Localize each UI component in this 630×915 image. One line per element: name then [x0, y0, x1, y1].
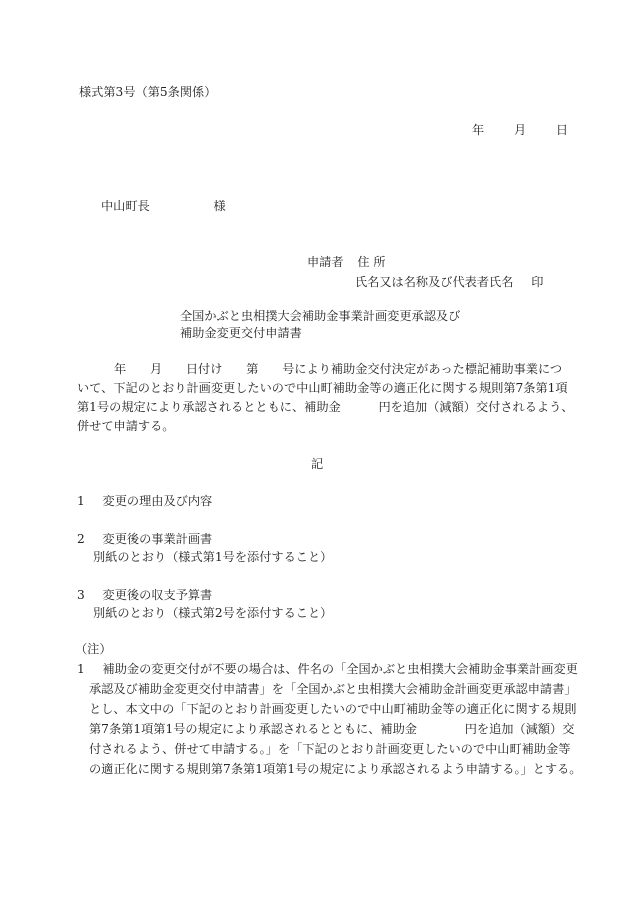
applicant-seal: 印: [531, 275, 544, 289]
note-line-4b: 円を追加（減額）交: [464, 722, 575, 736]
ki-heading: 記: [311, 457, 324, 471]
date-year: 年: [472, 123, 485, 137]
body-line-3: [77, 399, 573, 415]
body-month: 月: [149, 362, 163, 376]
body-line-4: 併せて申請する。: [77, 419, 175, 433]
addressee-name: 中山町長: [101, 199, 150, 213]
date-month: 月: [513, 123, 527, 137]
document-title-line2: 補助金変更交付申請書: [180, 326, 302, 340]
applicant-address-label: 住 所: [357, 255, 386, 269]
item-2-sub: 別紙のとおり（様式第1号を添付すること）: [93, 550, 333, 564]
note-num: 1: [77, 662, 85, 676]
item-3-sub: 別紙のとおり（様式第2号を添付すること）: [93, 606, 333, 620]
item-1: [77, 493, 212, 509]
item-1-label: 変更の理由及び内容: [102, 494, 213, 508]
date-day: 日: [555, 123, 569, 137]
body-day: 日付け: [185, 362, 223, 376]
note-line-4: [89, 721, 574, 737]
note-line-3: とし、本文中の「下記のとおり計画変更したいので中山町補助金等の適正化に関する規則: [89, 702, 577, 716]
item-2: [77, 531, 212, 547]
item-3: [77, 587, 212, 603]
body-line-1: [114, 361, 562, 377]
note-heading: （注）: [75, 642, 112, 656]
item-2-label: 変更後の事業計画書: [102, 532, 213, 546]
item-2-num: 2: [77, 532, 85, 546]
applicant-address-line: [307, 254, 386, 270]
note-line-6: の適正化に関する規則第7条第1項第1号の規定により承認されるよう申請する。」とする。: [89, 762, 582, 776]
addressee: [101, 198, 226, 214]
note-line-2: 承認及び補助金変更交付申請書」を「全国かぶと虫相撲大会補助金計画変更承認申請書」: [89, 682, 577, 696]
addressee-honorific: 様: [213, 199, 226, 213]
body-line-2: いて、下記のとおり計画変更したいので中山町補助金等の適正化に関する規則第7条第1項: [77, 381, 568, 395]
item-3-label: 変更後の収支予算書: [102, 588, 213, 602]
applicant-name-label: 氏名又は名称及び代表者氏名: [355, 275, 514, 289]
item-3-num: 3: [77, 588, 85, 602]
body-year: 年: [114, 362, 127, 376]
applicant-name-line: [355, 274, 543, 290]
note-line-5: 付されるよう、併せて申請する。」を「下記のとおり計画変更したいので中山町補助金等: [89, 742, 571, 756]
item-1-num: 1: [77, 494, 85, 508]
note-line-1-text: 補助金の変更交付が不要の場合は、件名の「全国かぶと虫相撲大会補助金事業計画変更: [102, 662, 578, 676]
form-id: 様式第3号（第5条関係）: [79, 85, 217, 99]
body-line-1-rest: 号により補助金交付決定があった標記補助事業につ: [282, 362, 563, 376]
body-no: 第: [246, 362, 259, 376]
date-line: [472, 122, 568, 138]
body-line-3a: 第1号の規定により承認されるとともに、補助金: [77, 400, 341, 414]
document-title-line1: 全国かぶと虫相撲大会補助金事業計画変更承認及び: [180, 309, 461, 323]
body-line-3b: 円を追加（減額）交付されるよう、: [378, 400, 574, 414]
note-line-4a: 第7条第1項第1号の規定により承認されるとともに、補助金: [89, 722, 417, 736]
applicant-label: 申請者: [307, 255, 344, 269]
note-line-1: [77, 661, 578, 677]
